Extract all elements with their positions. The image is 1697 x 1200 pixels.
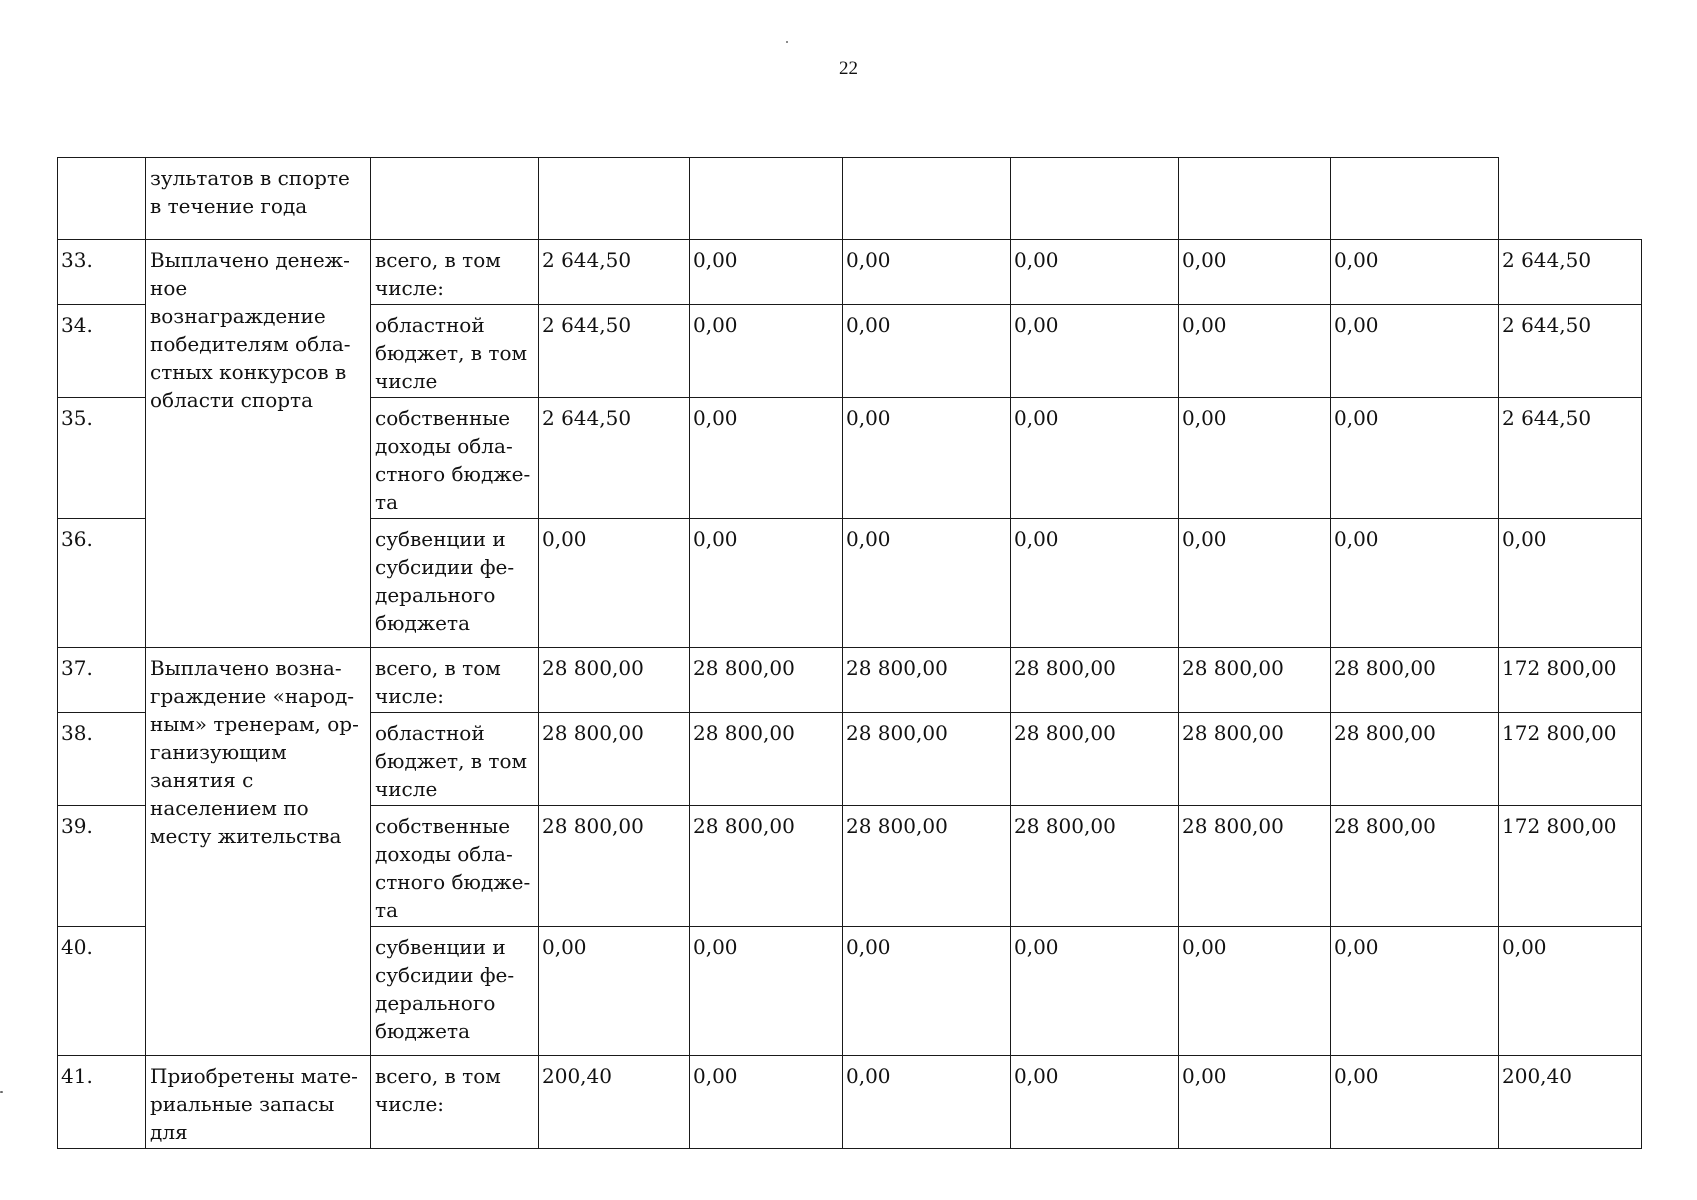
- description-cell: Выплачено возна-граждение «народ-ным» тренерам, ор-ганизующим занятия с населением по месту жительства: [146, 648, 371, 1056]
- value-cell: 28 800,00: [1011, 648, 1179, 713]
- value-cell: 28 800,00: [539, 806, 690, 927]
- source-cell: субвенции и субсидии фе-дерального бюджета: [371, 927, 539, 1056]
- page-number: 22: [839, 58, 858, 79]
- value-cell: 28 800,00: [1011, 806, 1179, 927]
- value-cell: 0,00: [843, 305, 1011, 398]
- row-number-cell: 36.: [58, 519, 146, 648]
- value-cell: 2 644,50: [1499, 398, 1642, 519]
- source-cell: областной бюджет, в том числе: [371, 713, 539, 806]
- value-cell: 0,00: [690, 927, 843, 1056]
- value-cell: [1011, 158, 1179, 240]
- value-cell: 2 644,50: [1499, 305, 1642, 398]
- row-number-cell: 33.: [58, 240, 146, 305]
- source-cell: собственные доходы обла-стного бюдже-та: [371, 806, 539, 927]
- value-cell: 0,00: [1011, 927, 1179, 1056]
- value-cell: 0,00: [690, 305, 843, 398]
- row-number-cell: [58, 158, 146, 240]
- value-cell: 0,00: [1011, 240, 1179, 305]
- value-cell: 0,00: [1331, 240, 1499, 305]
- value-cell: 0,00: [1331, 927, 1499, 1056]
- value-cell: 28 800,00: [1179, 806, 1331, 927]
- table-row: [58, 240, 1642, 305]
- value-cell: 0,00: [1179, 240, 1331, 305]
- source-cell: всего, в том числе:: [371, 648, 539, 713]
- table-row: [58, 1056, 1642, 1149]
- scan-speck: [786, 41, 788, 43]
- value-cell: 0,00: [1499, 927, 1642, 1056]
- value-cell: 28 800,00: [1011, 713, 1179, 806]
- value-cell: 28 800,00: [690, 713, 843, 806]
- value-cell: 172 800,00: [1499, 806, 1642, 927]
- row-number-cell: 40.: [58, 927, 146, 1056]
- row-number-cell: 35.: [58, 398, 146, 519]
- value-cell: 28 800,00: [539, 713, 690, 806]
- value-cell: 0,00: [1331, 519, 1499, 648]
- value-cell: 0,00: [1179, 519, 1331, 648]
- value-cell: 200,40: [1499, 1056, 1642, 1149]
- source-cell: субвенции и субсидии фе-дерального бюджета: [371, 519, 539, 648]
- value-cell: 0,00: [1011, 519, 1179, 648]
- value-cell: 28 800,00: [1179, 648, 1331, 713]
- value-cell: 172 800,00: [1499, 713, 1642, 806]
- value-cell: 0,00: [843, 398, 1011, 519]
- value-cell: 0,00: [1331, 398, 1499, 519]
- value-cell: 2 644,50: [539, 305, 690, 398]
- value-cell: [1179, 158, 1331, 240]
- source-cell: всего, в том числе:: [371, 240, 539, 305]
- value-cell: 0,00: [1011, 305, 1179, 398]
- value-cell: [1331, 158, 1499, 240]
- value-cell: 0,00: [1179, 927, 1331, 1056]
- value-cell: 28 800,00: [843, 648, 1011, 713]
- value-cell: 0,00: [843, 519, 1011, 648]
- value-cell: [690, 158, 843, 240]
- value-cell: 2 644,50: [539, 240, 690, 305]
- value-cell: 28 800,00: [1331, 648, 1499, 713]
- value-cell: 0,00: [1331, 1056, 1499, 1149]
- value-cell: 0,00: [690, 1056, 843, 1149]
- value-cell: 28 800,00: [843, 713, 1011, 806]
- value-cell: 0,00: [539, 927, 690, 1056]
- row-number-cell: 41.: [58, 1056, 146, 1149]
- budget-table: [57, 157, 1642, 1149]
- value-cell: [539, 158, 690, 240]
- source-cell: собственные доходы обла-стного бюдже-та: [371, 398, 539, 519]
- value-cell: 0,00: [1011, 1056, 1179, 1149]
- value-cell: 28 800,00: [843, 806, 1011, 927]
- value-cell: 200,40: [539, 1056, 690, 1149]
- value-cell: 28 800,00: [1331, 713, 1499, 806]
- value-cell: 28 800,00: [690, 648, 843, 713]
- value-cell: 0,00: [1179, 1056, 1331, 1149]
- scan-speck: [0, 1091, 3, 1093]
- value-cell: 0,00: [1331, 305, 1499, 398]
- value-cell: 0,00: [1499, 519, 1642, 648]
- table-row: [58, 648, 1642, 713]
- value-cell: 0,00: [539, 519, 690, 648]
- value-cell: 0,00: [1179, 398, 1331, 519]
- value-cell: 0,00: [843, 1056, 1011, 1149]
- table-body: [58, 158, 1642, 1149]
- description-cell: зультатов в спорте в течение года: [146, 158, 371, 240]
- row-number-cell: 37.: [58, 648, 146, 713]
- value-cell: 0,00: [690, 519, 843, 648]
- description-cell: Выплачено денеж-ное вознаграждение победителям обла-стных конкурсов в области спорта: [146, 240, 371, 648]
- value-cell: 0,00: [1179, 305, 1331, 398]
- value-cell: 172 800,00: [1499, 648, 1642, 713]
- value-cell: 28 800,00: [539, 648, 690, 713]
- value-cell: 0,00: [690, 240, 843, 305]
- value-cell: 0,00: [690, 398, 843, 519]
- value-cell: 28 800,00: [1331, 806, 1499, 927]
- row-number-cell: 34.: [58, 305, 146, 398]
- row-number-cell: 38.: [58, 713, 146, 806]
- source-cell: областной бюджет, в том числе: [371, 305, 539, 398]
- value-cell: 0,00: [843, 927, 1011, 1056]
- description-cell: Приобретены мате-риальные запасы для: [146, 1056, 371, 1149]
- value-cell: 28 800,00: [1179, 713, 1331, 806]
- value-cell: [843, 158, 1011, 240]
- value-cell: 0,00: [843, 240, 1011, 305]
- row-number-cell: 39.: [58, 806, 146, 927]
- table-row: [58, 158, 1642, 240]
- value-cell: 0,00: [1011, 398, 1179, 519]
- source-cell: всего, в том числе:: [371, 1056, 539, 1149]
- value-cell: 28 800,00: [690, 806, 843, 927]
- source-cell: [371, 158, 539, 240]
- value-cell: 2 644,50: [539, 398, 690, 519]
- value-cell: 2 644,50: [1499, 240, 1642, 305]
